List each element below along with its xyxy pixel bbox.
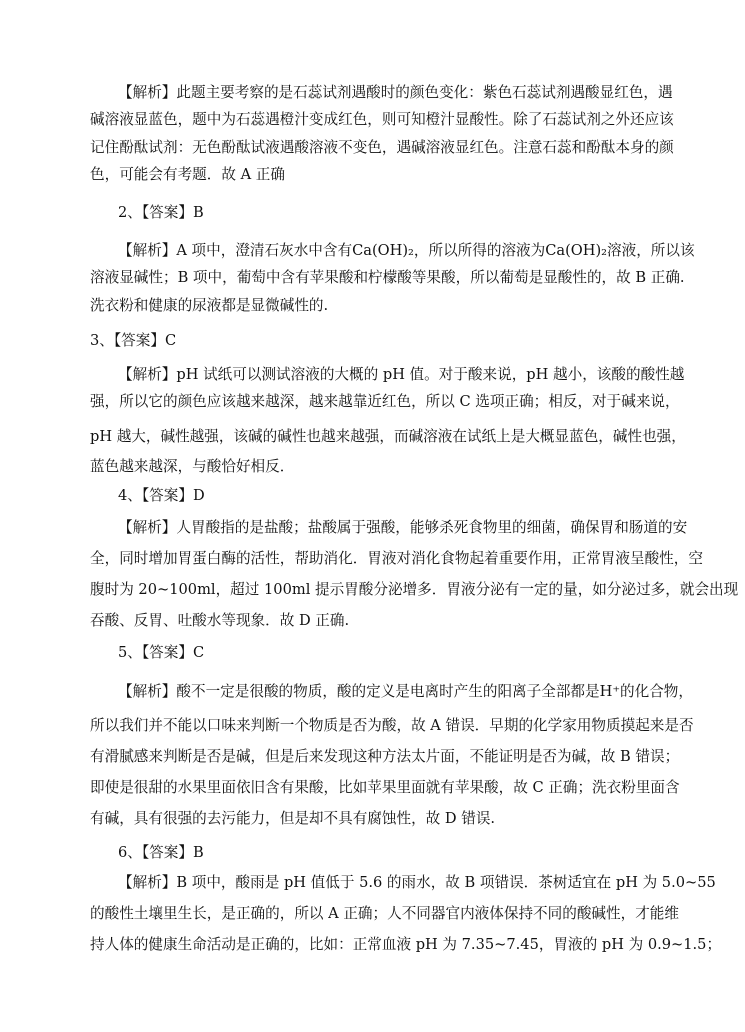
text-line: 腹时为 20~100ml，超过 100ml 提示胃酸分泌增多．胃液分泌有一定的量，如分泌过多，就会出现 bbox=[90, 581, 739, 598]
text-line: 全，同时增加胃蛋白酶的活性，帮助消化．胃液对消化食物起着重要作用，正常胃液呈酸性，空 bbox=[90, 550, 703, 567]
text-line: pH 越大，碱性越强，该碱的碱性也越来越强，而碱溶液在试纸上是大概显蓝色，碱性也强， bbox=[90, 428, 686, 445]
text-line: 【解析】此题主要考察的是石蕊试剂遇酸时的颜色变化：紫色石蕊试剂遇酸显红色，遇 bbox=[118, 84, 673, 101]
text-line: 【解析】人胃酸指的是盐酸；盐酸属于强酸，能够杀死食物里的细菌，确保胃和肠道的安 bbox=[118, 519, 688, 536]
text-line: 强，所以它的颜色应该越来越深，越来越靠近红色，所以 C 选项正确；相反，对于碱来说， bbox=[90, 393, 680, 410]
text-line: 6、【答案】B bbox=[118, 844, 204, 861]
text-line: 即使是很甜的水果里面依旧含有果酸，比如苹果里面就有苹果酸，故 C 正确；洗衣粉里面含 bbox=[90, 779, 680, 796]
text-line: 3、【答案】C bbox=[90, 332, 177, 349]
text-line: 【解析】B 项中，酸雨是 pH 值低于 5.6 的雨水，故 B 项错误．茶树适宜在 pH 为 5.0~55 bbox=[118, 874, 716, 891]
text-line: 有滑腻感来判断是否是碱，但是后来发现这种方法太片面，不能证明是否为碱，故 B 错误； bbox=[90, 748, 680, 765]
text-line: 吞酸、反胃、吐酸水等现象．故 D 正确. bbox=[90, 612, 350, 629]
text-line: 【解析】A 项中，澄清石灰水中含有Ca(OH)₂，所以所得的溶液为Ca(OH)₂溶液，所以该 bbox=[118, 242, 695, 259]
text-line: 【解析】酸不一定是很酸的物质，酸的定义是电离时产生的阳离子全部都是H⁺的化合物， bbox=[118, 683, 693, 700]
text-line: 2、【答案】B bbox=[118, 204, 204, 221]
text-line: 碱溶液显蓝色，题中为石蕊遇橙汁变成红色，则可知橙汁显酸性。除了石蕊试剂之外还应该 bbox=[90, 111, 674, 128]
text-line: 记住酚酞试剂：无色酚酞试液遇酸溶液不变色，遇碱溶液显红色。注意石蕊和酚酞本身的颜 bbox=[90, 139, 674, 156]
text-line: 4、【答案】D bbox=[118, 487, 205, 504]
text-line: 所以我们并不能以口味来判断一个物质是否为酸，故 A 错误．早期的化学家用物质摸起来是否 bbox=[90, 717, 694, 734]
text-line: 的酸性土壤里生长，是正确的，所以 A 正确；人不同器官内液体保持不同的酸碱性，才能维 bbox=[90, 905, 679, 922]
text-line: 5、【答案】C bbox=[118, 644, 205, 661]
text-line: 【解析】pH 试纸可以测试溶液的大概的 pH 值。对于酸来说，pH 越小，该酸的酸性越 bbox=[118, 366, 685, 383]
text-line: 色，可能会有考题．故 A 正确 bbox=[90, 166, 285, 183]
text-line: 洗衣粉和健康的尿液都是显微碱性的. bbox=[90, 297, 329, 314]
text-line: 蓝色越来越深，与酸恰好相反． bbox=[90, 458, 295, 475]
text-line: 溶液显碱性；B 项中，葡萄中含有苹果酸和柠檬酸等果酸，所以葡萄是显酸性的，故 B 正确. bbox=[90, 269, 685, 286]
text-line: 持人体的健康生命活动是正确的，比如：正常血液 pH 为 7.35~7.45，胃液的 pH 为 0.9~1.5； bbox=[90, 936, 722, 953]
text-line: 有碱，具有很强的去污能力，但是却不具有腐蚀性，故 D 错误. bbox=[90, 810, 496, 827]
